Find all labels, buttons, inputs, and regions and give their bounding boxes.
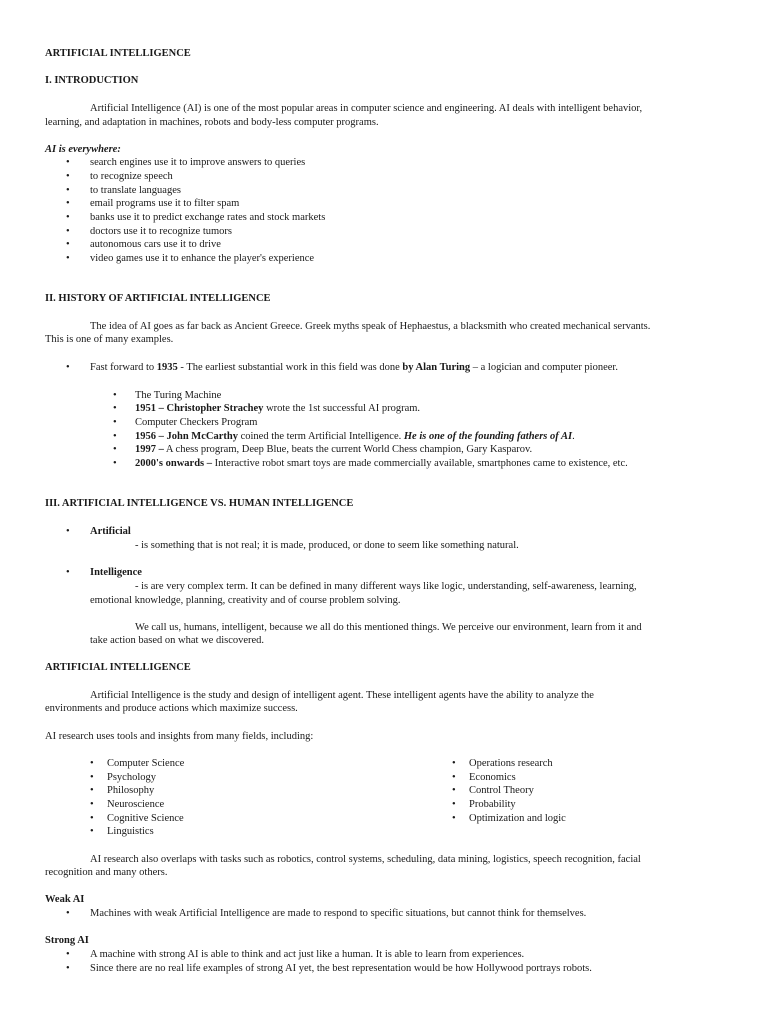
fast-forward-line <box>90 361 618 375</box>
timeline-text: A chess program, Deep Blue, beats the current World Chess champion, Gary Kasparov. <box>163 444 533 455</box>
field-item: Control Theory <box>469 785 534 796</box>
bullet: • <box>66 963 70 974</box>
timeline-item: Computer Checkers Program <box>135 417 258 428</box>
timeline-item <box>135 457 628 471</box>
strong-ai-heading: Strong AI <box>45 935 89 946</box>
bullet: • <box>66 362 70 373</box>
timeline-item <box>135 443 532 457</box>
bullet: • <box>66 157 70 168</box>
research-intro: AI research uses tools and insights from many fields, including: <box>45 731 314 742</box>
list-item: autonomous cars use it to drive <box>90 239 221 250</box>
fast-forward-text: - The earliest substantial work in this field was done <box>177 362 403 373</box>
ai-section-heading: ARTIFICIAL INTELLIGENCE <box>45 662 191 673</box>
intelligence-definition-line-1: - is are very complex term. It can be defined in many different ways like logic, understanding, self-awareness, learning, <box>135 581 637 592</box>
bullet: • <box>66 212 70 223</box>
field-item: Computer Science <box>107 758 185 769</box>
timeline-date: 1956 – John McCarthy <box>135 431 238 442</box>
overlap-paragraph-line-2: recognition and many others. <box>45 867 168 878</box>
bullet: • <box>90 772 94 783</box>
bullet: • <box>66 198 70 209</box>
history-paragraph-line-1: The idea of AI goes as far back as Ancient Greece. Greek myths speak of Hephaestus, a blacksmith who created mechanical servants. <box>90 321 651 332</box>
humans-paragraph-line-2: take action based on what we discovered. <box>90 635 265 646</box>
ai-paragraph-line-2: environments and produce actions which maximize success. <box>45 703 298 714</box>
timeline-text: coined the term Artificial Intelligence. <box>237 431 404 442</box>
timeline-text: . <box>572 431 575 442</box>
field-item: Cognitive Science <box>107 813 184 824</box>
bullet: • <box>90 785 94 796</box>
timeline-date: 1951 – Christopher Strachey <box>135 403 264 414</box>
timeline-item: The Turing Machine <box>135 390 222 401</box>
bullet: • <box>452 785 456 796</box>
strong-ai-item: Since there are no real life examples of strong AI yet, the best representation would be how Hollywood portrays robots. <box>90 963 592 974</box>
bullet: • <box>113 403 117 414</box>
field-item: Economics <box>469 772 516 783</box>
ai-everywhere-label: AI is everywhere: <box>45 144 121 155</box>
intro-paragraph-line-1: Artificial Intelligence (AI) is one of the most popular areas in computer science and engineering. AI deals with intelligent behavior, <box>90 103 643 114</box>
bullet: • <box>113 431 117 442</box>
bullet: • <box>113 390 117 401</box>
list-item: to translate languages <box>90 185 181 196</box>
overlap-paragraph-line-1: AI research also overlaps with tasks such as robotics, control systems, scheduling, data mining, logistics, speech recognition, facial <box>90 854 641 865</box>
list-item: doctors use it to recognize tumors <box>90 226 233 237</box>
artificial-label: Artificial <box>90 526 131 537</box>
bullet: • <box>66 526 70 537</box>
bullet: • <box>66 949 70 960</box>
list-item: search engines use it to improve answers to queries <box>90 157 306 168</box>
bullet: • <box>452 772 456 783</box>
fast-forward-text: Fast forward to <box>90 362 157 373</box>
field-item: Psychology <box>107 772 157 783</box>
bullet: • <box>113 444 117 455</box>
timeline-text: wrote the 1st successful AI program. <box>263 403 421 414</box>
list-item: email programs use it to filter spam <box>90 198 240 209</box>
bullet: • <box>66 239 70 250</box>
bullet: • <box>66 253 70 264</box>
bullet: • <box>66 185 70 196</box>
weak-ai-heading: Weak AI <box>45 894 85 905</box>
history-heading: II. HISTORY OF ARTIFICIAL INTELLIGENCE <box>45 293 271 304</box>
bullet: • <box>66 171 70 182</box>
ai-paragraph-line-1: Artificial Intelligence is the study and design of intelligent agent. These intelligent agents have the ability to analyze the <box>90 690 594 701</box>
timeline-item <box>135 430 575 444</box>
bullet: • <box>452 799 456 810</box>
field-item: Linguistics <box>107 826 154 837</box>
timeline-date: 2000's onwards – <box>135 458 213 469</box>
field-item: Probability <box>469 799 516 810</box>
bullet: • <box>113 458 117 469</box>
intelligence-label: Intelligence <box>90 567 142 578</box>
intro-paragraph-line-2: learning, and adaptation in machines, robots and body-less computer programs. <box>45 117 379 128</box>
field-item: Operations research <box>469 758 553 769</box>
list-item: banks use it to predict exchange rates and stock markets <box>90 212 326 223</box>
bullet: • <box>452 758 456 769</box>
bullet: • <box>90 813 94 824</box>
bullet: • <box>66 226 70 237</box>
bullet: • <box>90 758 94 769</box>
bullet: • <box>90 826 94 837</box>
timeline-item <box>135 402 420 416</box>
versus-heading: III. ARTIFICIAL INTELLIGENCE VS. HUMAN INTELLIGENCE <box>45 498 354 509</box>
bullet: • <box>113 417 117 428</box>
timeline-text: Interactive robot smart toys are made commercially available, smartphones came to existence, etc. <box>212 458 628 469</box>
list-item: video games use it to enhance the player's experience <box>90 253 315 264</box>
intelligence-definition-line-2: emotional knowledge, planning, creativity and of course problem solving. <box>90 595 401 606</box>
humans-paragraph-line-1: We call us, humans, intelligent, because we all do this mentioned things. We perceive our environment, learn from it and <box>135 622 642 633</box>
timeline-date: 1997 – <box>135 444 164 455</box>
timeline-emphasis: He is one of the founding fathers of AI <box>403 431 573 442</box>
intro-heading: I. INTRODUCTION <box>45 75 139 86</box>
history-paragraph-line-2: This is one of many examples. <box>45 334 174 345</box>
fast-forward-text: – a logician and computer pioneer. <box>470 362 618 373</box>
bullet: • <box>66 567 70 578</box>
weak-ai-item: Machines with weak Artificial Intelligence are made to respond to specific situations, but cannot think for themselves. <box>90 908 587 919</box>
year-1935: 1935 <box>156 362 178 373</box>
bullet: • <box>66 908 70 919</box>
list-item: to recognize speech <box>90 171 173 182</box>
artificial-definition: - is something that is not real; it is made, produced, or done to seem like something natural. <box>135 540 519 551</box>
field-item: Neuroscience <box>107 799 165 810</box>
alan-turing: by Alan Turing <box>402 362 471 373</box>
bullet: • <box>452 813 456 824</box>
field-item: Optimization and logic <box>469 813 566 824</box>
document-title: ARTIFICIAL INTELLIGENCE <box>45 48 191 59</box>
strong-ai-item: A machine with strong AI is able to think and act just like a human. It is able to learn from experiences. <box>90 949 525 960</box>
field-item: Philosophy <box>107 785 155 796</box>
bullet: • <box>90 799 94 810</box>
